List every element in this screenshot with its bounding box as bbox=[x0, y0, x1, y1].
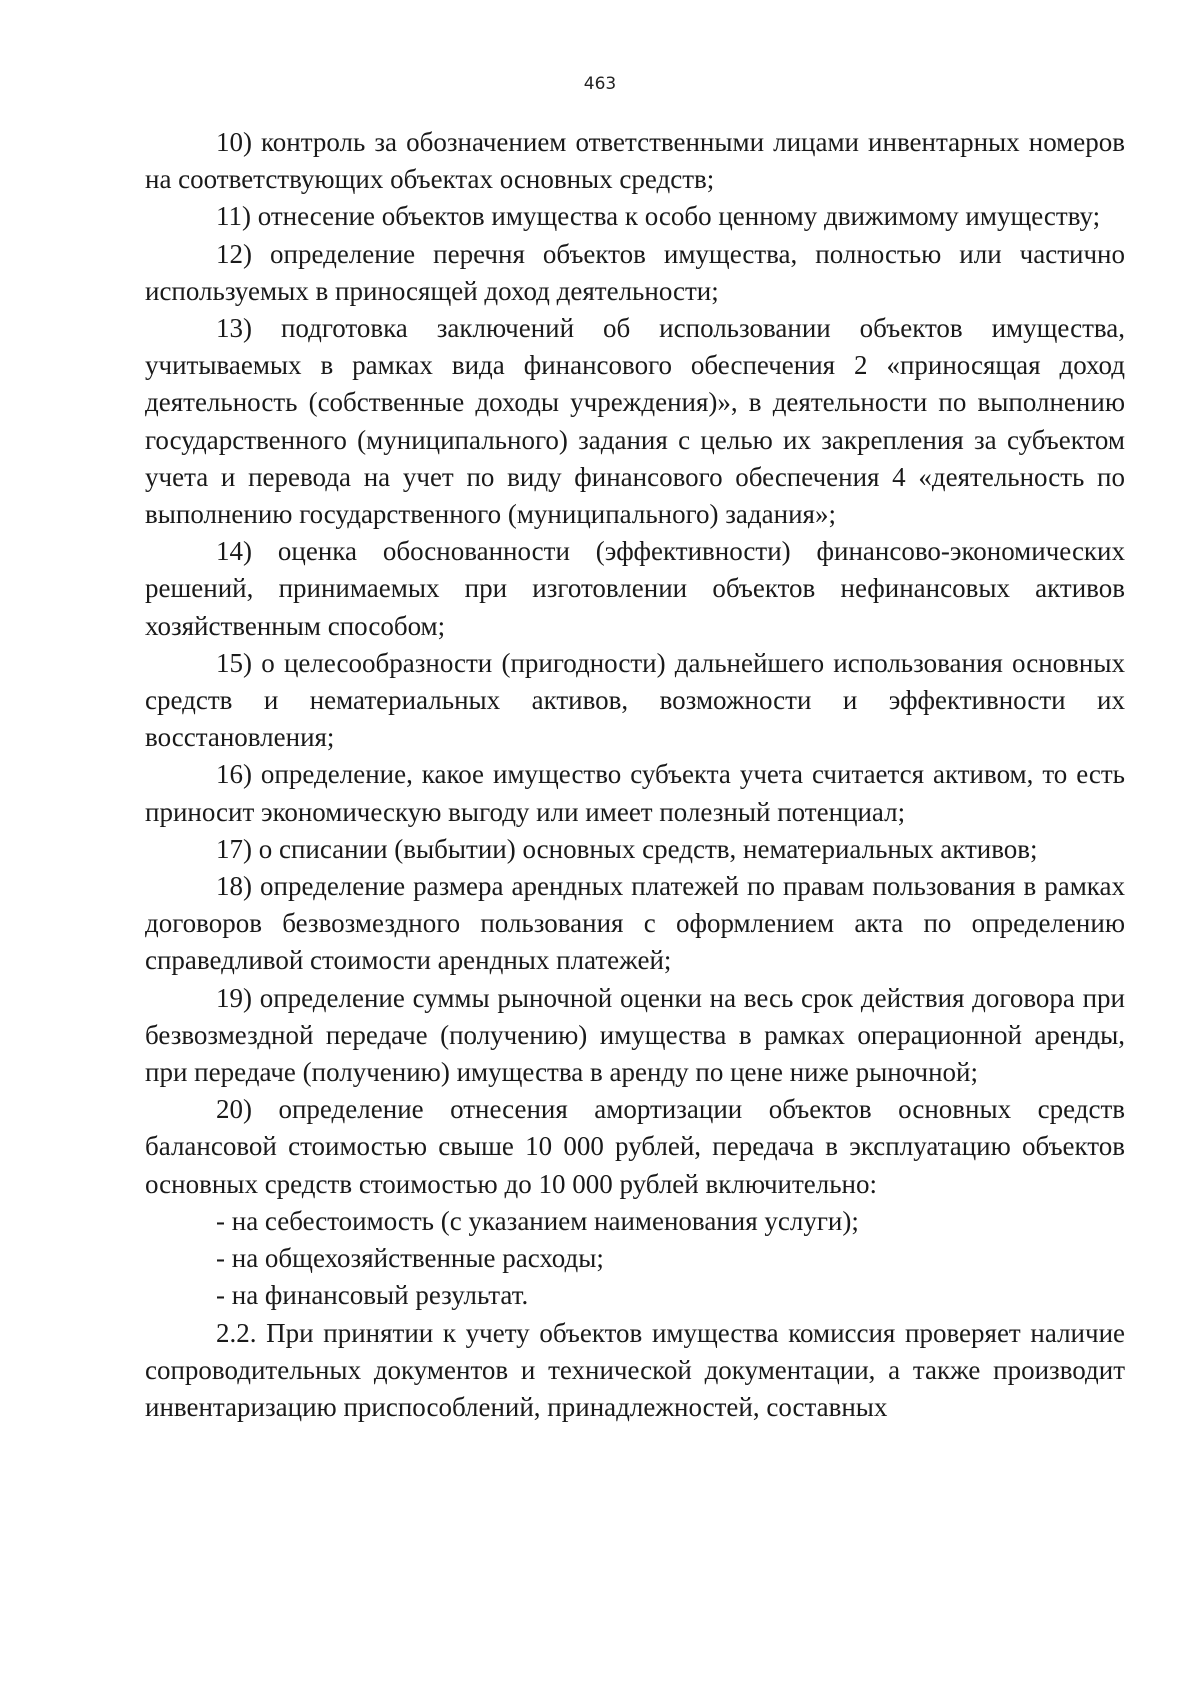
paragraph-item-18: 18) определение размера арендных платежей по правам пользования в рамках договоров безвозмездного пользования с оформлением акта по определению справедливой стоимости арендных платежей; bbox=[145, 871, 1125, 976]
page-number: 463 bbox=[583, 74, 617, 94]
paragraph-item-20: 20) определение отнесения амортизации объектов основных средств балансовой стоимостью свыше 10 000 рублей, передача в эксплуатацию объектов основных средств стоимостью до 10 000 рублей включительно: bbox=[145, 1094, 1125, 1199]
paragraph-item-16: 16) определение, какое имущество субъекта учета считается активом, то есть приносит экономическую выгоду или имеет полезный потенциал; bbox=[145, 759, 1125, 827]
bullet-financial-result: - на финансовый результат. bbox=[216, 1280, 529, 1311]
paragraph-item-19: 19) определение суммы рыночной оценки на весь срок действия договора при безвозмездной передаче (получению) имущества в рамках операционной аренды, при передаче (получению) имущества в аренду по цене ниже рыночной; bbox=[145, 982, 1125, 1088]
paragraph-item-17: 17) о списании (выбытии) основных средств, нематериальных активов; bbox=[216, 833, 1038, 864]
paragraph-item-12: 12) определение перечня объектов имущества, полностью или частично используемых в приносящей доход деятельности; bbox=[145, 238, 1125, 306]
paragraph-section-2-2: 2.2. При принятии к учету объектов имущества комиссия проверяет наличие сопроводительных документов и технической документации, а также производит инвентаризацию приспособлений, принадлежностей, составных bbox=[145, 1317, 1125, 1422]
bullet-overhead-expenses: - на общехозяйственные расходы; bbox=[216, 1243, 604, 1274]
paragraph-item-13: 13) подготовка заключений об использовании объектов имущества, учитываемых в рамках вида финансового обеспечения 2 «приносящая доход деятельность (собственные доходы учреждения)», в деятельности по выполнению государственного (муниципального) задания с целью их закрепления за субъектом учета и перевода на учет по виду финансового обеспечения 4 «деятельность по выполнению государственного (муниципального) задания»; bbox=[145, 313, 1125, 530]
paragraph-item-10: 10) контроль за обозначением ответственными лицами инвентарных номеров на соответствующих объектах основных средств; bbox=[145, 127, 1125, 195]
paragraph-item-11: 11) отнесение объектов имущества к особо ценному движимому имуществу; bbox=[216, 201, 1101, 232]
paragraph-item-14: 14) оценка обоснованности (эффективности) финансово-экономических решений, принимаемых при изготовлении объектов нефинансовых активов хозяйственным способом; bbox=[145, 536, 1125, 641]
document-body bbox=[145, 124, 1125, 1426]
paragraph-item-15: 15) о целесообразности (пригодности) дальнейшего использования основных средств и нематериальных активов, возможности и эффективности их восстановления; bbox=[145, 647, 1125, 753]
bullet-cost-price: - на себестоимость (с указанием наименования услуги); bbox=[216, 1205, 859, 1236]
